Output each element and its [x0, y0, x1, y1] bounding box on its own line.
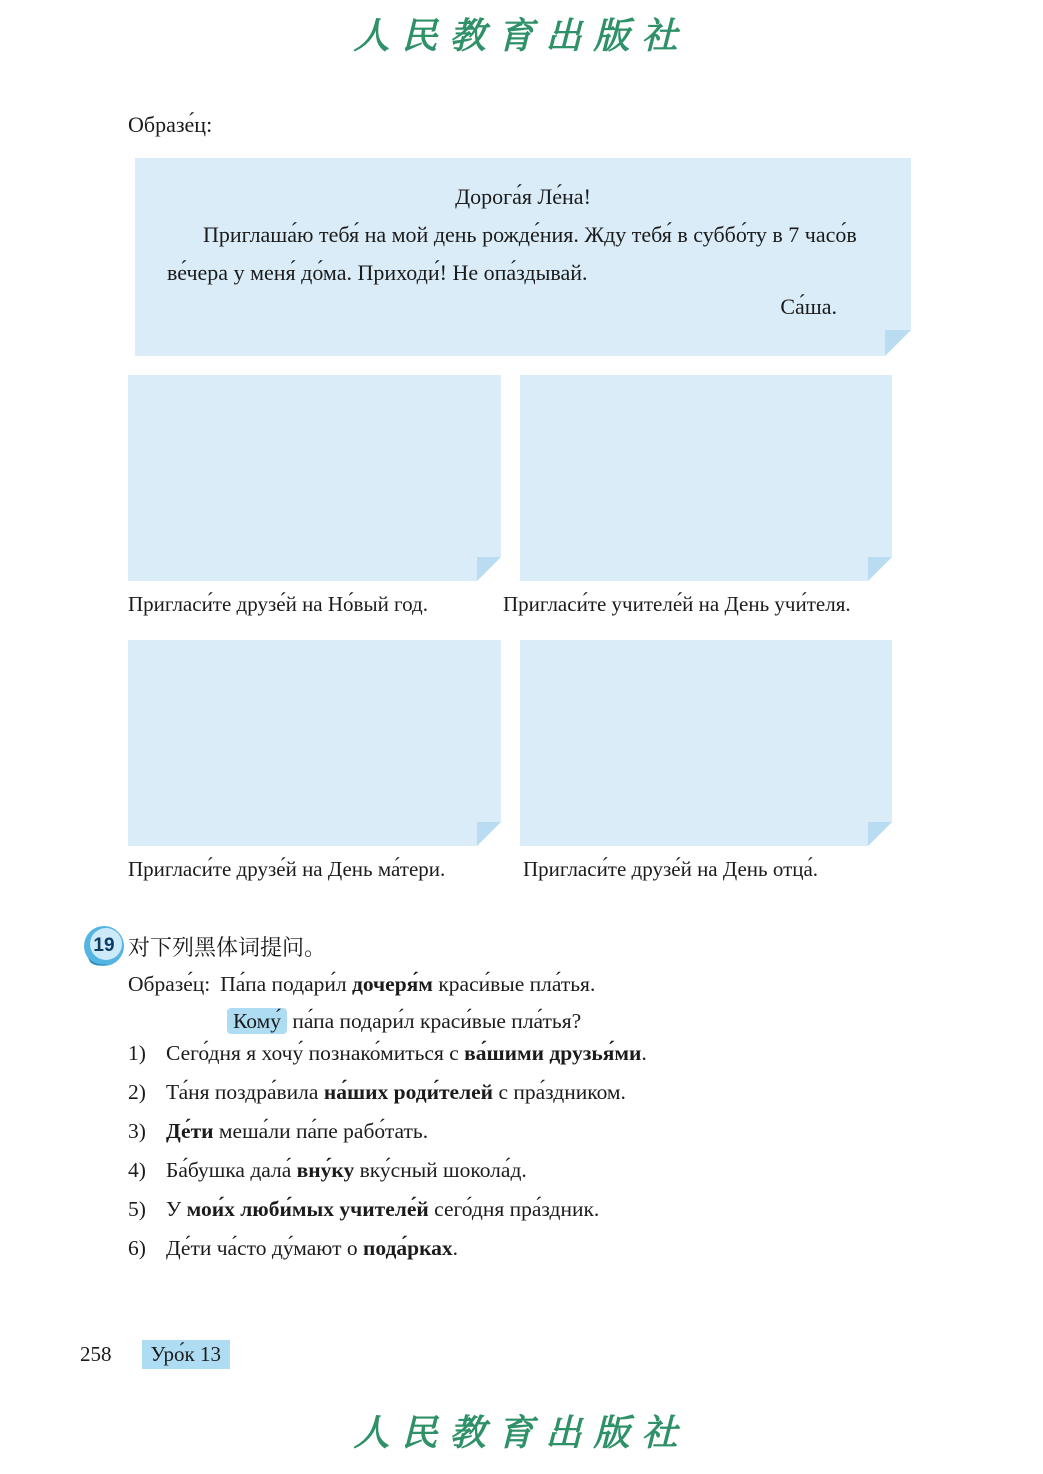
example-bold-word: дочеря́м — [351, 972, 433, 996]
item-pre: Ба́бушка дала́ — [166, 1158, 297, 1182]
item-post: . — [452, 1236, 459, 1260]
item-bold-word: пода́рках — [362, 1236, 453, 1260]
caption-mothers-day: Пригласи́те друзе́й на День ма́тери. — [128, 857, 446, 881]
letter-salutation: Дорога́я Ле́на! — [455, 184, 591, 209]
item-bold-word: на́ших роди́телей — [323, 1080, 494, 1104]
item-post: вку́сный шокола́д. — [354, 1158, 527, 1182]
highlighted-question-word: Кому́ — [227, 1008, 287, 1034]
exercise-header — [82, 924, 326, 968]
item-number: 5) — [128, 1197, 146, 1221]
caption-new-year: Пригласи́те друзе́й на Но́вый год. — [128, 592, 428, 616]
publisher-logo-bottom: 人民教育出版社 — [353, 1412, 690, 1454]
letter-body: Приглаша́ю тебя́ на мой день рожде́ния. Жду тебя́ в суббо́ту в 7 часо́в ве́чера у меня́ до́ма. Приходи́! Не опа́здывай. — [167, 222, 857, 285]
page-fold-icon — [477, 822, 501, 846]
caption-teachers-day: Пригласи́те учителе́й на День учи́теля. — [503, 592, 851, 616]
page-fold-icon — [885, 330, 911, 356]
page-fold-icon — [868, 822, 892, 846]
exercise-number: 19 — [93, 935, 115, 956]
item-pre: Де́ти ча́сто ду́мают о — [166, 1236, 363, 1260]
sample-label: Образе́ц: — [128, 112, 213, 137]
item-text — [166, 1198, 599, 1220]
list-item — [128, 1159, 647, 1181]
list-item — [128, 1120, 647, 1142]
exercise-example — [128, 966, 595, 1040]
invitation-box-mothers-day — [128, 640, 501, 846]
item-text — [166, 1159, 527, 1181]
item-text — [166, 1120, 428, 1142]
item-post: меша́ли па́пе рабо́тать. — [213, 1119, 429, 1143]
item-pre: Та́ня поздра́вила — [166, 1080, 324, 1104]
list-item — [128, 1081, 647, 1103]
item-bold-word: вну́ку — [296, 1158, 355, 1182]
answer-rest: па́па подари́л краси́вые пла́тья? — [286, 1009, 582, 1033]
item-text — [166, 1081, 626, 1103]
example-post: краси́вые пла́тья. — [432, 972, 596, 996]
example-sentence — [128, 966, 595, 1003]
example-label: Образе́ц: — [128, 972, 211, 996]
example-pre: Па́па подари́л — [220, 972, 352, 996]
item-text — [166, 1042, 647, 1064]
example-answer — [227, 1003, 595, 1040]
invitation-box-fathers-day — [520, 640, 892, 846]
letter-signature: Са́ша. — [780, 294, 837, 319]
invitation-box-teachers-day — [520, 375, 892, 581]
item-bold-word: ва́шими друзья́ми — [464, 1041, 642, 1065]
exercise-number-badge — [82, 924, 126, 968]
page-fold-icon — [868, 557, 892, 581]
sample-letter-box — [135, 158, 911, 356]
list-item — [128, 1198, 647, 1220]
item-number: 3) — [128, 1119, 146, 1143]
page-footer — [80, 1340, 230, 1369]
item-post: . — [641, 1041, 647, 1065]
item-pre: Сего́дня я хочу́ познако́миться с — [166, 1041, 465, 1065]
publisher-logo-top: 人民教育出版社 — [353, 15, 690, 57]
item-post: сего́дня пра́здник. — [428, 1197, 600, 1221]
item-number: 1) — [128, 1041, 146, 1065]
page-number: 258 — [80, 1342, 112, 1366]
exercise-item-list — [128, 1042, 647, 1276]
item-pre: У — [166, 1197, 187, 1221]
item-bold-word: мои́х люби́мых учителе́й — [186, 1197, 429, 1221]
invitation-box-new-year — [128, 375, 501, 581]
item-text — [166, 1237, 458, 1259]
item-number: 4) — [128, 1158, 146, 1182]
list-item — [128, 1237, 647, 1259]
item-number: 2) — [128, 1080, 146, 1104]
item-number: 6) — [128, 1236, 146, 1260]
item-bold-word: Де́ти — [166, 1119, 214, 1143]
item-post: с пра́здником. — [493, 1080, 626, 1104]
caption-fathers-day: Пригласи́те друзе́й на День отца́. — [523, 857, 819, 881]
list-item — [128, 1042, 647, 1064]
lesson-badge: Уро́к 13 — [142, 1340, 230, 1369]
page-fold-icon — [477, 557, 501, 581]
exercise-instruction: 对下列黑体词提问。 — [128, 934, 327, 960]
